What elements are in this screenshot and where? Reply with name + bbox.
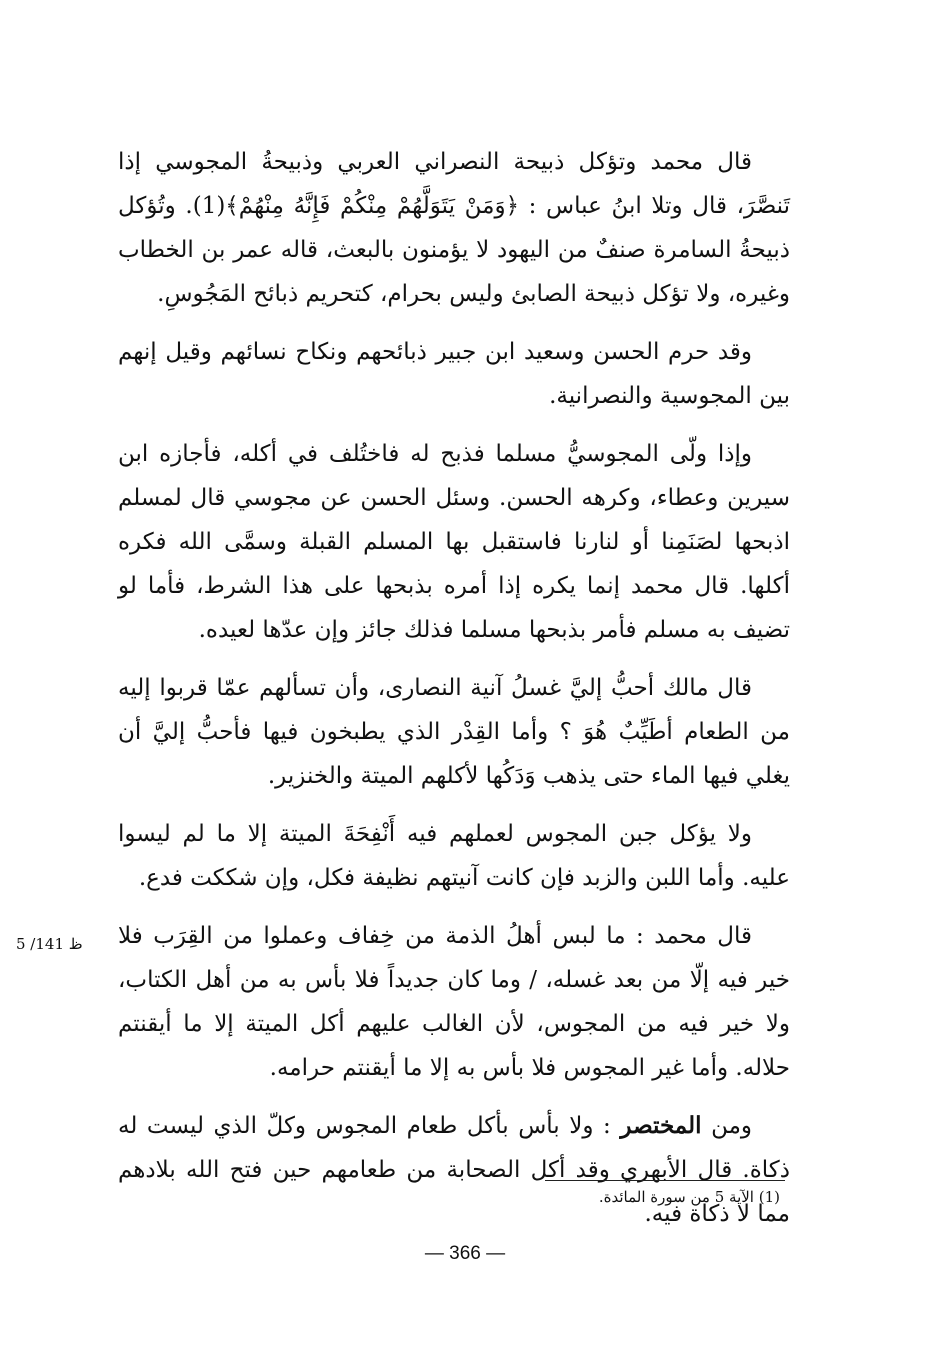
paragraph-7	[118, 1104, 790, 1236]
paragraph-7-prefix: ومن	[701, 1113, 752, 1139]
page-number: — 366 —	[424, 1243, 506, 1264]
paragraph-1: قال محمد وتؤكل ذبيحة النصراني العربي وذبيحةُ المجوسي إذا تَنصَّرَ، قال وتلا ابنُ عباس : ﴿وَمَنْ يَتَوَلَّهُمْ مِنْكُمْ فَإِنَّهُ مِنْهُمْ﴾(1). وتُؤكل ذبيحةُ السامرة صنفٌ من اليهود لا يؤمنون بالبعث، قاله عمر بن الخطاب وغيره، ولا تؤكل ذبيحة الصابئ وليس بحرام، كتحريم ذبائح المَجُوسِ.	[118, 149, 790, 307]
paragraph-3: وإذا ولّى المجوسيُّ مسلما فذبح له فاختُلف في أكله، فأجازه ابن سيرين وعطاء، وكرهه الحسن. وسئل الحسن عن مجوسي قال لمسلم اذبحها لصَنَمِنا أو لنارنا فاستقبل بها المسلم القبلة وسمَّى الله فكره أكلها. قال محمد إنما يكره إذا أمره بذبحها على هذا الشرط، فأما لو تضيف به مسلم فأمر بذبحها مسلما فذلك جائز وإن عدّها لعيده.	[118, 441, 790, 643]
paragraph-7-bold-term: المختصر	[620, 1112, 702, 1139]
paragraph-6: قال محمد : ما لبس أهلُ الذمة من خِفاف وعملوا من القِرَب فلا خير فيه إلّا من بعد غسله، / وما كان جديداً فلا بأس به من أهل الكتاب، ولا خير فيه من المجوس، لأن الغالب عليهم أكل الميتة إلا ما أيقنتم حلاله. وأما غير المجوس فلا بأس به إلا ما أيقنتم حرامه.	[118, 923, 790, 1081]
paragraph-5: ولا يؤكل جبن المجوس لعملهم فيه أَنْفِحَةَ الميتة إلا ما لم ليسوا عليه. وأما اللبن والزبد فإن كانت آنيتهم نظيفة فكل، وإن شككت فدع.	[118, 821, 790, 891]
margin-folio-note: 5 /141 ظ	[16, 935, 83, 953]
footnote-divider	[545, 1180, 785, 1181]
main-text	[118, 140, 790, 1250]
paragraph-4: قال مالك أحبُّ إليَّ غسلُ آنية النصارى، وأن تسألهم عمّا قربوا إليه من الطعام أطَيِّبٌ هُوَ ؟ وأما القِدْر الذي يطبخون فيها فأحبُّ إليَّ أن يغلي فيها الماء حتى يذهب وَدَكُها لأكلهم الميتة والخنزير.	[118, 675, 790, 789]
paragraph-2: وقد حرم الحسن وسعيد ابن جبير ذبائحهم ونكاح نسائهم وقيل إنهم بين المجوسية والنصرانية.	[118, 339, 790, 409]
paragraph-7-text: : ولا بأس بأكل طعام المجوس وكلّ الذي ليست له ذكاة. قال الأبهري وقد أكل الصحابة من طعامهم حين فتح الله بلادهم مما لا ذكاة فيه.	[118, 1113, 790, 1227]
footnote: (1) الآية 5 من سورة المائدة.	[598, 1188, 780, 1206]
